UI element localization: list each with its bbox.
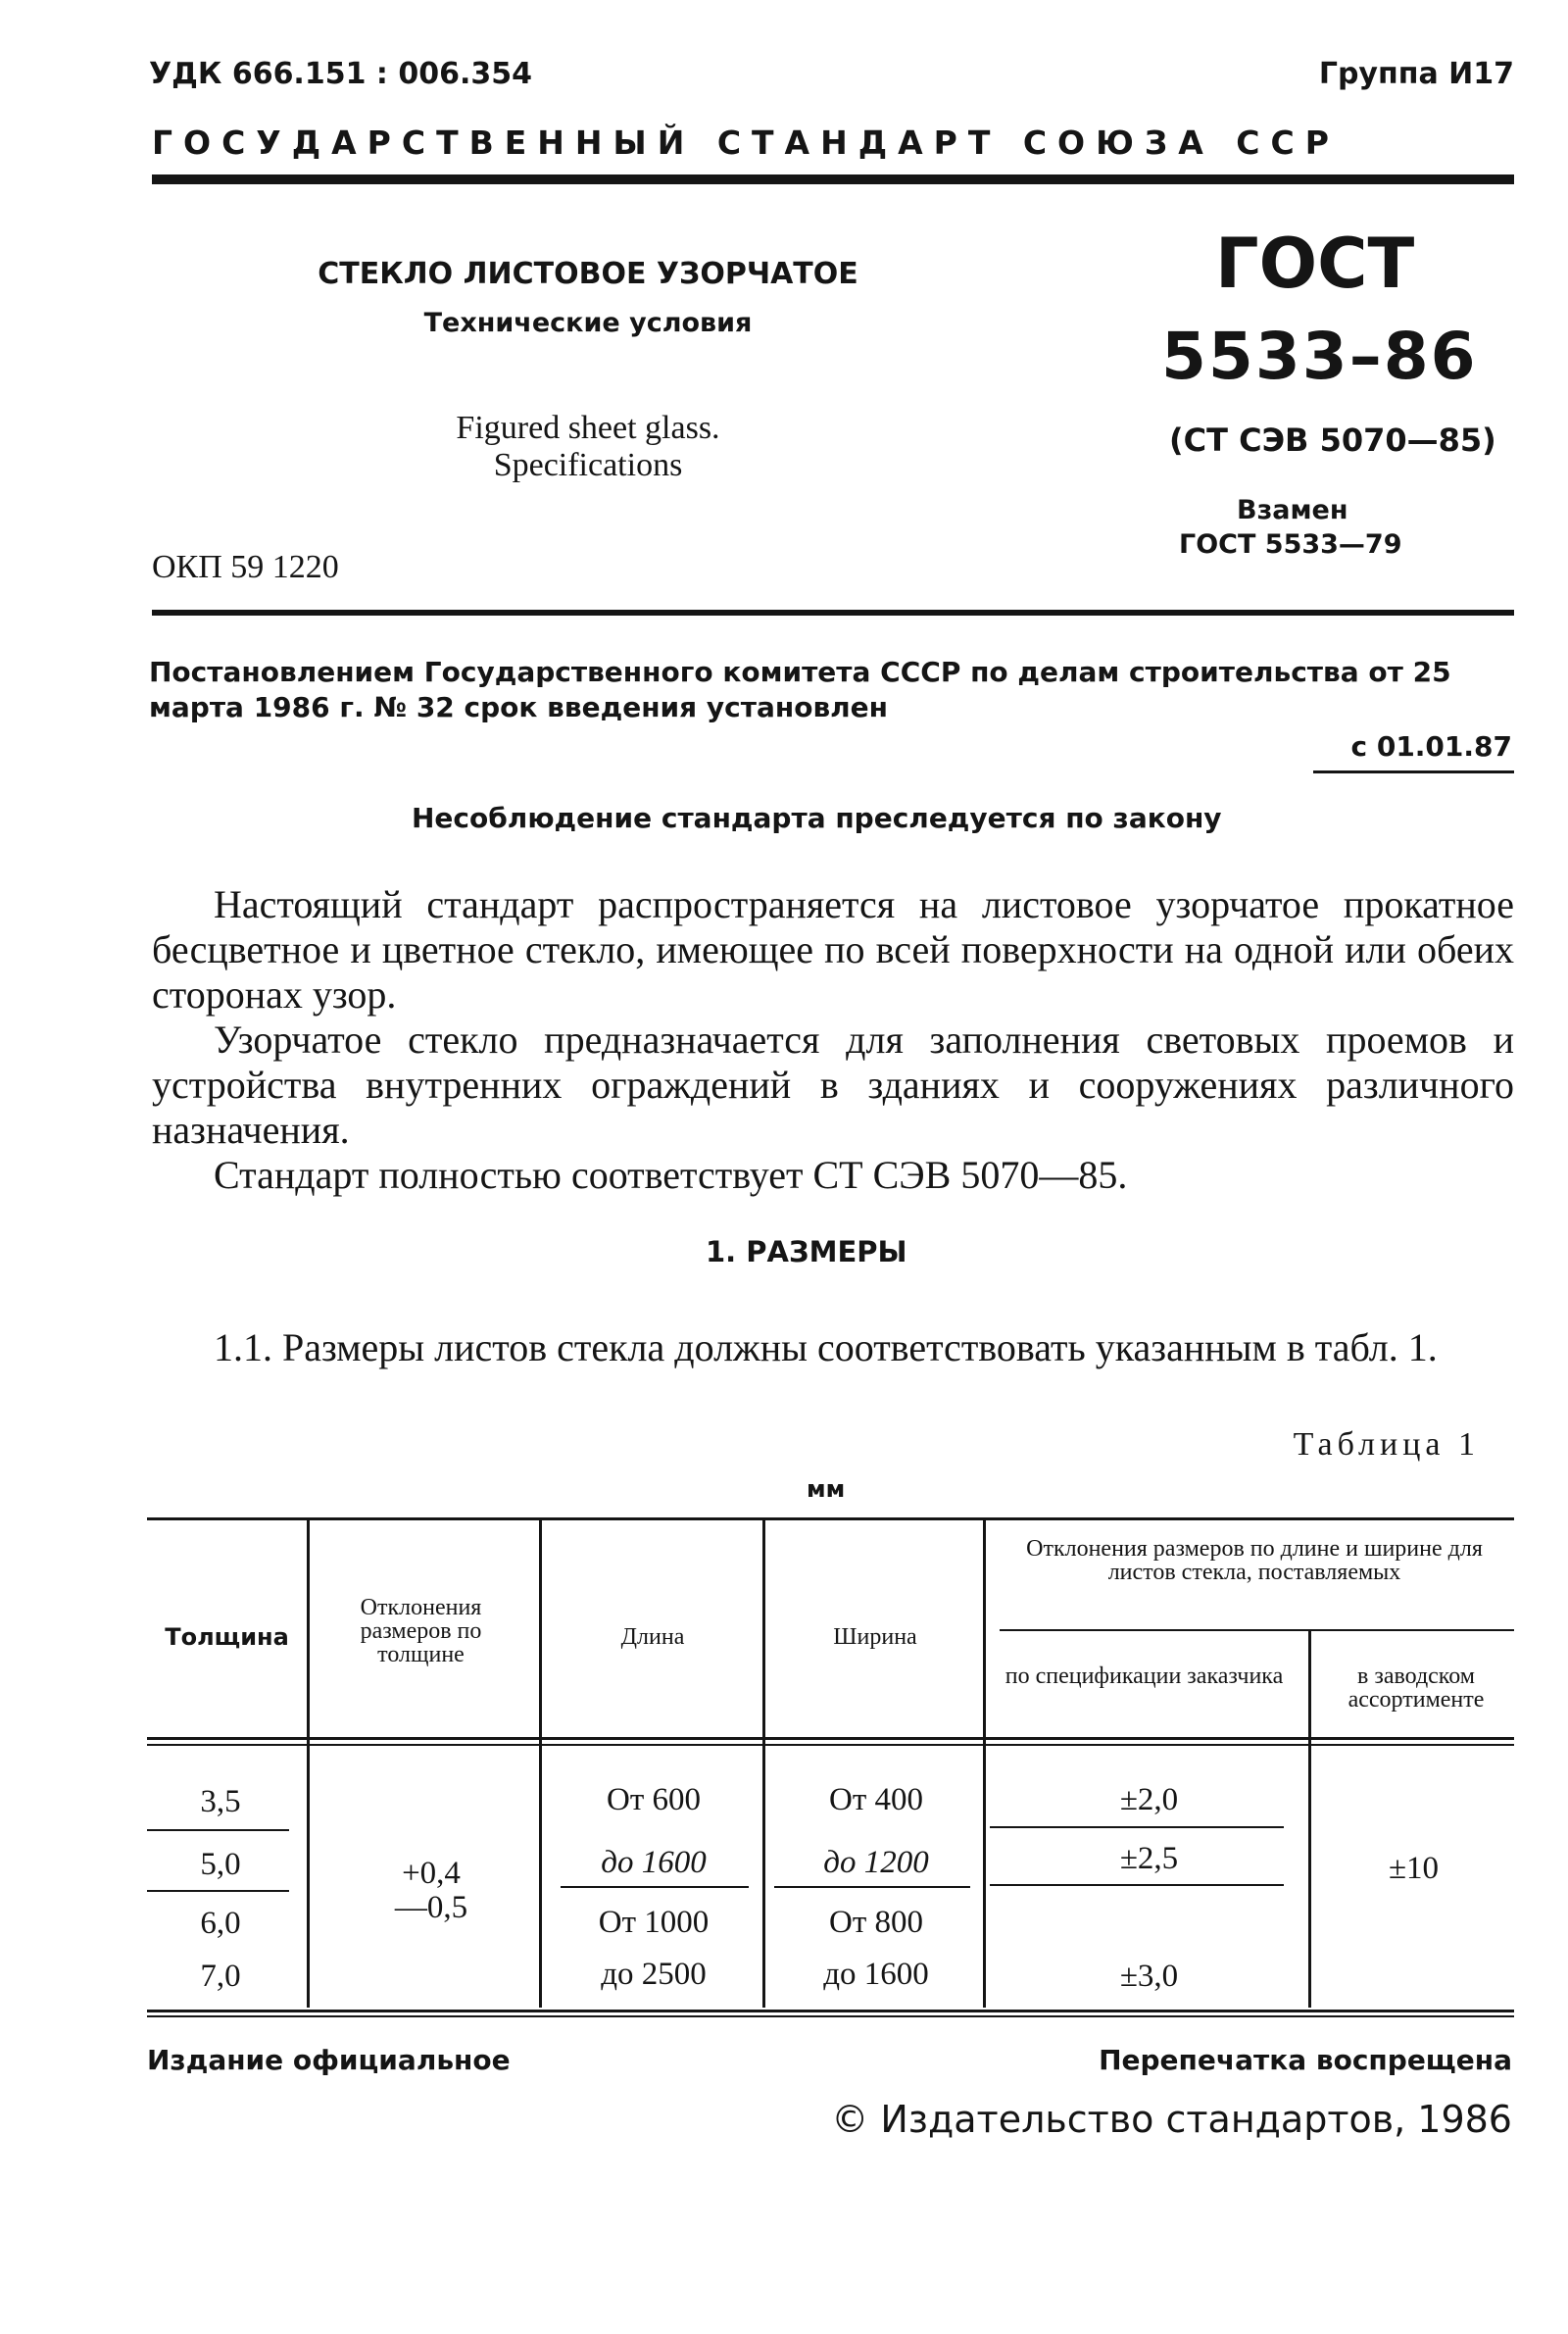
thickness-value: 7,0 (200, 1959, 241, 1994)
decree-text: Постановлением Государственного комитета СССР по делам строительства от 25 марта 1986 г. № 32 срок введения установлен (149, 656, 1451, 723)
thickness-deviation-minus: —0,5 (394, 1890, 468, 1925)
spec-underline (990, 1826, 1284, 1828)
thickness-value: 5,0 (200, 1847, 241, 1882)
length-value: От 1000 (598, 1905, 710, 1940)
width-value: От 800 (828, 1905, 923, 1940)
header-width: Ширина (833, 1624, 917, 1650)
reprint-prohibited-label: Перепечатка воспрещена (1099, 2044, 1512, 2076)
group-code: Группа И17 (1318, 57, 1514, 91)
st-sev-reference: (СТ СЭВ 5070—85) (1169, 422, 1496, 459)
law-notice: Несоблюдение стандарта преследуется по закону (412, 802, 1222, 834)
thickness-underline (147, 1890, 289, 1892)
length-value: до 2500 (601, 1957, 707, 1992)
thickness-deviation-plus: +0,4 (402, 1856, 461, 1891)
state-standard-banner: ГОСУДАРСТВЕННЫЙ СТАНДАРТ СОЮЗА ССР (152, 124, 1340, 162)
intro-paragraph-purpose: Узорчатое стекло предназначается для заполнения световых проемов и устройства внутренних ограждений в зданиях и сооружениях различного назначения. (152, 1018, 1514, 1152)
publisher-copyright: © Издательство стандартов, 1986 (831, 2098, 1512, 2141)
header-rule (152, 174, 1514, 184)
english-title-line2: Specifications (493, 447, 683, 483)
table-subheader-rule (1000, 1629, 1514, 1631)
thickness-value: 6,0 (200, 1906, 241, 1941)
width-value: до 1600 (823, 1957, 929, 1992)
length-value: до 1600 (601, 1845, 707, 1880)
width-value: От 400 (828, 1782, 923, 1817)
product-title: СТЕКЛО ЛИСТОВОЕ УЗОРЧАТОЕ (318, 257, 858, 291)
introduction-date: с 01.01.87 (1350, 730, 1512, 763)
header-length: Длина (620, 1624, 685, 1650)
udk-code: УДК 666.151 : 006.354 (149, 57, 532, 91)
table-bottom-rule (147, 2010, 1514, 2012)
official-edition-label: Издание официальное (147, 2044, 511, 2076)
col-divider-2 (539, 1520, 542, 2008)
okp-code: ОКП 59 1220 (152, 549, 339, 585)
replaces-label: Взамен (1237, 495, 1348, 525)
table-label: Таблица 1 (1293, 1426, 1480, 1463)
spec-deviation-value: ±2,0 (1119, 1782, 1179, 1817)
col-divider-5 (1308, 1631, 1311, 2008)
col-divider-1 (307, 1520, 310, 2008)
header-by-customer-spec: по спецификации заказчика (1004, 1664, 1284, 1689)
english-title (392, 410, 784, 484)
header-thickness: Толщина (165, 1623, 289, 1651)
length-underline (561, 1886, 749, 1888)
table-top-rule (147, 1517, 1514, 1520)
spec-deviation-value: ±3,0 (1119, 1959, 1179, 1994)
spec-deviation-value: ±2,5 (1119, 1841, 1179, 1876)
replaces-value: ГОСТ 5533—79 (1179, 529, 1402, 560)
gost-label: ГОСТ (1215, 223, 1415, 304)
title-block-rule (152, 610, 1514, 616)
spec-underline (990, 1884, 1284, 1886)
factory-deviation-value: ±10 (1388, 1851, 1440, 1886)
col-divider-3 (762, 1520, 765, 2008)
footer-rule-2 (147, 2015, 1514, 2017)
section-heading-sizes: 1. РАЗМЕРЫ (706, 1235, 907, 1268)
header-thickness-deviation: Отклонения размеров по толщине (360, 1595, 482, 1667)
header-factory-assortment: в заводском ассортименте (1348, 1664, 1485, 1713)
table-unit: мм (807, 1475, 846, 1503)
gost-number: 5533–86 (1161, 319, 1478, 394)
thickness-value: 3,5 (200, 1784, 241, 1819)
clause-1-1: 1.1. Размеры листов стекла должны соответствовать указанным в табл. 1. (214, 1325, 1438, 1369)
header-deviation-group: Отклонения размеров по длине и ширине для листов стекла, поставляемых (1026, 1536, 1483, 1585)
intro-paragraph-compliance: Стандарт полностью соответствует СТ СЭВ 5070—85. (214, 1153, 1128, 1197)
width-underline (774, 1886, 970, 1888)
length-value: От 600 (606, 1782, 701, 1817)
date-underline (1313, 770, 1514, 773)
thickness-underline (147, 1829, 289, 1831)
english-title-line1: Figured sheet glass. (456, 410, 720, 446)
intro-paragraph-scope: Настоящий стандарт распространяется на листовое узорчатое прокатное бесцветное и цветное стекло, имеющее по всей поверхности на одной или обеих сторонах узор. (152, 882, 1514, 1017)
width-value: до 1200 (823, 1845, 929, 1880)
product-subtitle: Технические условия (423, 308, 753, 338)
